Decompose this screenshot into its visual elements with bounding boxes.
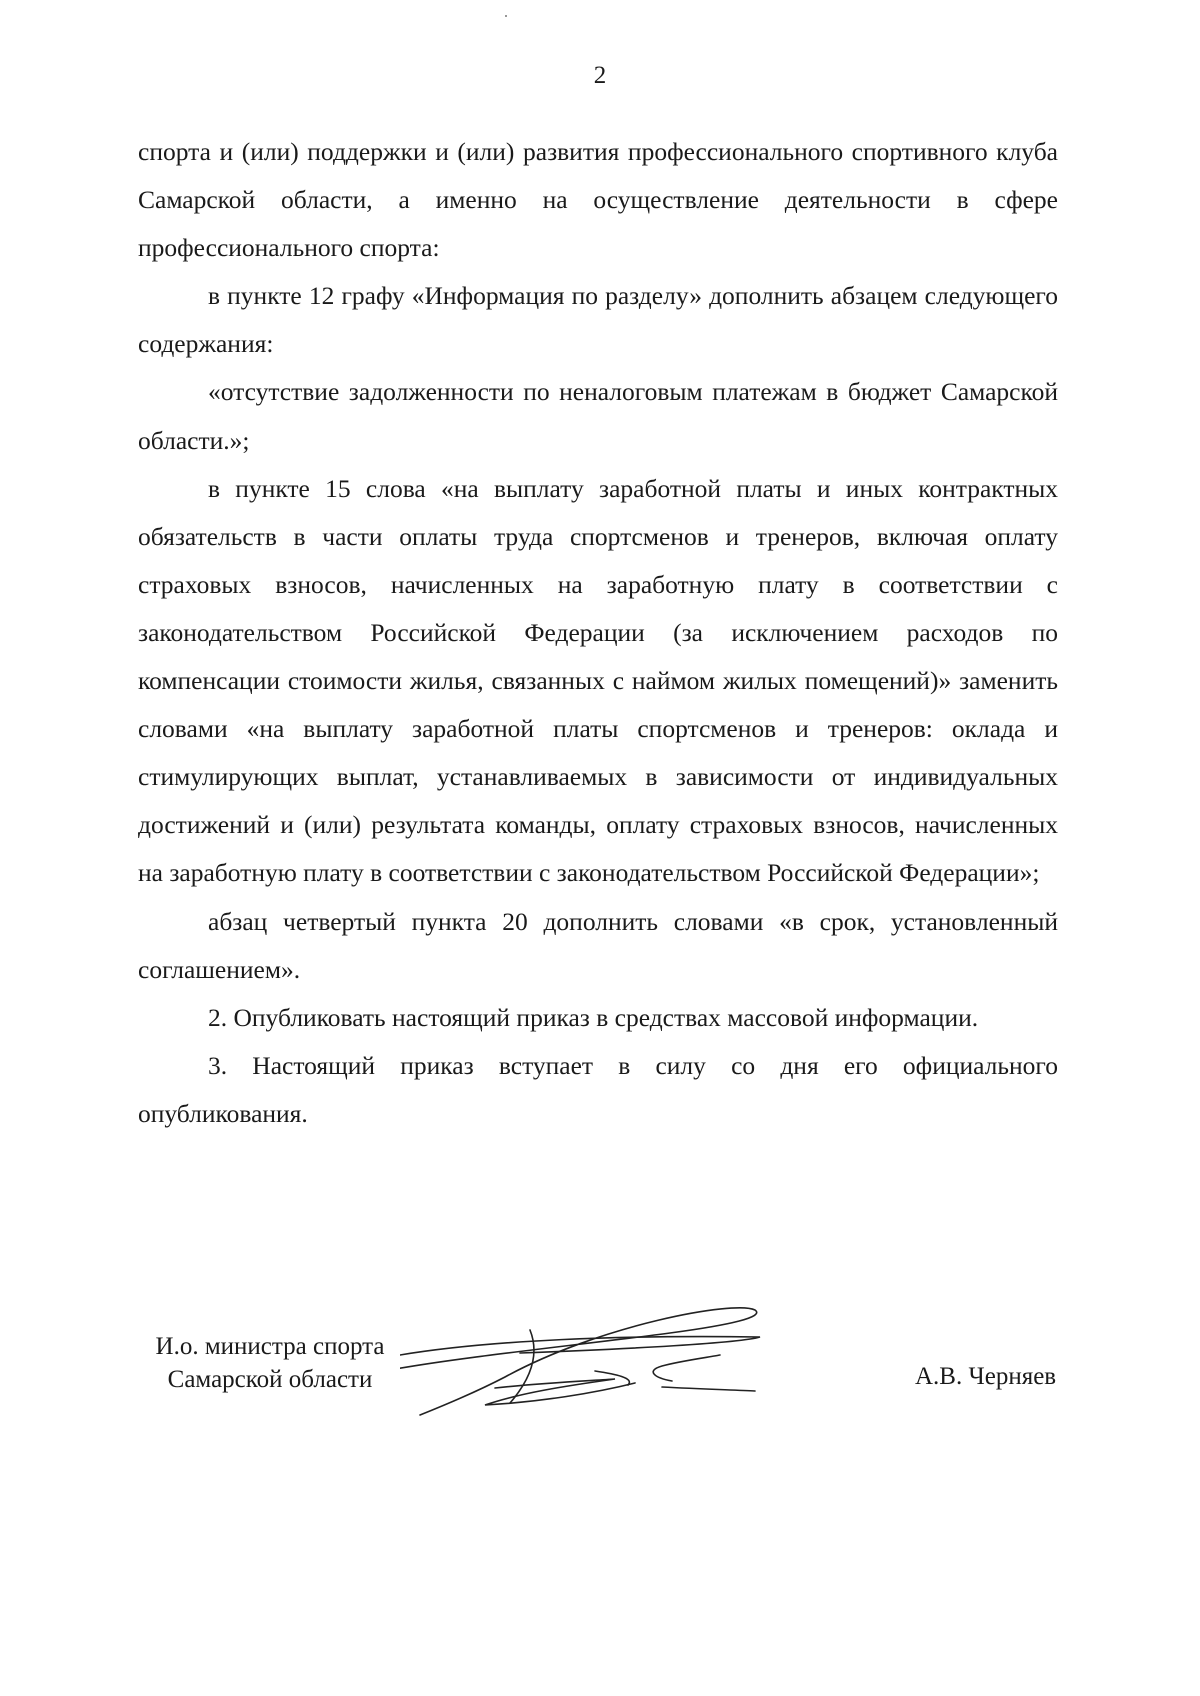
signatory-position	[120, 1330, 420, 1396]
paragraph: 2. Опубликовать настоящий приказ в средствах массовой информации.	[208, 1002, 979, 1032]
handwritten-signature	[400, 1285, 850, 1425]
position-line: Самарской области	[167, 1366, 373, 1393]
page-number: 2	[593, 62, 607, 89]
paragraph: 3. Настоящий приказ вступает в силу со дня его официального опубликования.	[138, 1050, 1058, 1128]
position-line: И.о. министра спорта	[155, 1333, 385, 1360]
paragraph-continuation: спорта и (или) поддержки и (или) развития профессионального спортивного клуба Самарской области, а именно на осуществление деятельности в сфере профессионального спорта:	[138, 137, 1058, 263]
scan-speck	[505, 15, 507, 17]
paragraph: в пункте 15 слова «на выплату заработной платы и иных контрактных обязательств в части оплаты труда спортсменов и тренеров, включая оплату страховых взносов, начисленных на заработную плату в соответствии с законодательством Российской Федерации (за исключением расходов по компенсации стоимости жилья, связанных с наймом жилых помещений)» заменить словами «на выплату заработной платы спортсменов и тренеров: оклада и стимулирующих выплат, устанавливаемых в зависимости от индивидуальных достижений и (или) результата команды, оплату страховых взносов, начисленных на заработную плату в соответствии с законодательством Российской Федерации»;	[138, 473, 1058, 888]
paragraph: абзац четвертый пункта 20 дополнить словами «в срок, установленный соглашением».	[138, 906, 1058, 984]
document-body	[138, 128, 1058, 1138]
paragraph: «отсутствие задолженности по неналоговым платежам в бюджет Самарской области.»;	[138, 377, 1058, 455]
paragraph: в пункте 12 графу «Информация по разделу» дополнить абзацем следующего содержания:	[138, 281, 1058, 359]
signatory-name: А.В. Черняев	[915, 1363, 1057, 1390]
